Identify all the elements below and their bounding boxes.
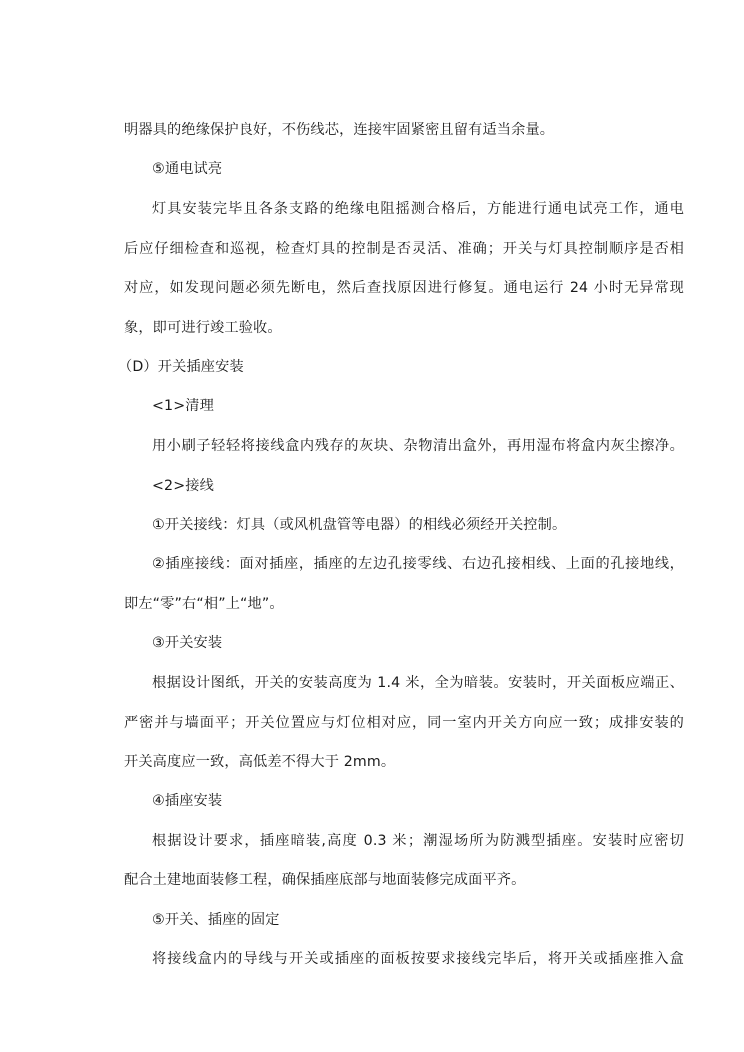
subheading-wiring: <2>接线 — [152, 478, 214, 494]
paragraph-line: 对应，如发现问题必须先断电，然后查找原因进行修复。通电运行 24 小时无异常现 — [124, 280, 684, 296]
paragraph-line: 根据设计图纸，开关的安装高度为 1.4 米，全为暗装。安装时，开关面板应端正、 — [152, 675, 684, 691]
section-heading-fixing: ⑤开关、插座的固定 — [152, 912, 280, 928]
paragraph-line: 严密并与墙面平；开关位置应与灯位相对应，同一室内开关方向应一致；成排安装的 — [124, 715, 684, 731]
paragraph-line: 灯具安装完毕且各条支路的绝缘电阻摇测合格后，方能进行通电试亮工作，通电 — [152, 201, 684, 217]
paragraph-line: 配合土建地面装修工程，确保插座底部与地面装修完成面平齐。 — [124, 872, 526, 888]
paragraph-line: 开关高度应一致，高低差不得大于 2mm。 — [124, 754, 396, 770]
paragraph-line: 后应仔细检查和巡视，检查灯具的控制是否灵活、准确；开关与灯具控制顺序是否相 — [124, 241, 684, 257]
subheading-cleaning: <1>清理 — [152, 398, 214, 414]
paragraph-line: ②插座接线：面对插座，插座的左边孔接零线、右边孔接相线、上面的孔接地线， — [152, 556, 684, 572]
paragraph-line: 明器具的绝缘保护良好，不伤线芯，连接牢固紧密且留有适当余量。 — [124, 122, 555, 138]
section-heading-switch-socket: （D）开关插座安装 — [118, 359, 244, 375]
paragraph-line: 根据设计要求，插座暗装,高度 0.3 米；潮湿场所为防溅型插座。安装时应密切 — [152, 833, 684, 849]
paragraph-line: 即左“零”右“相”上“地”。 — [124, 596, 284, 612]
section-heading-socket-install: ④插座安装 — [152, 793, 223, 809]
section-heading-power-test: ⑤通电试亮 — [152, 161, 223, 177]
paragraph-line: 象，即可进行竣工验收。 — [124, 320, 282, 336]
paragraph-line: 将接线盒内的导线与开关或插座的面板按要求接线完毕后，将开关或插座推入盒 — [152, 951, 684, 967]
paragraph-line: 用小刷子轻轻将接线盒内残存的灰块、杂物清出盒外，再用湿布将盒内灰尘擦净。 — [152, 438, 684, 454]
section-heading-switch-install: ③开关安装 — [152, 635, 223, 651]
paragraph-line: ①开关接线：灯具（或风机盘管等电器）的相线必须经开关控制。 — [152, 517, 567, 533]
